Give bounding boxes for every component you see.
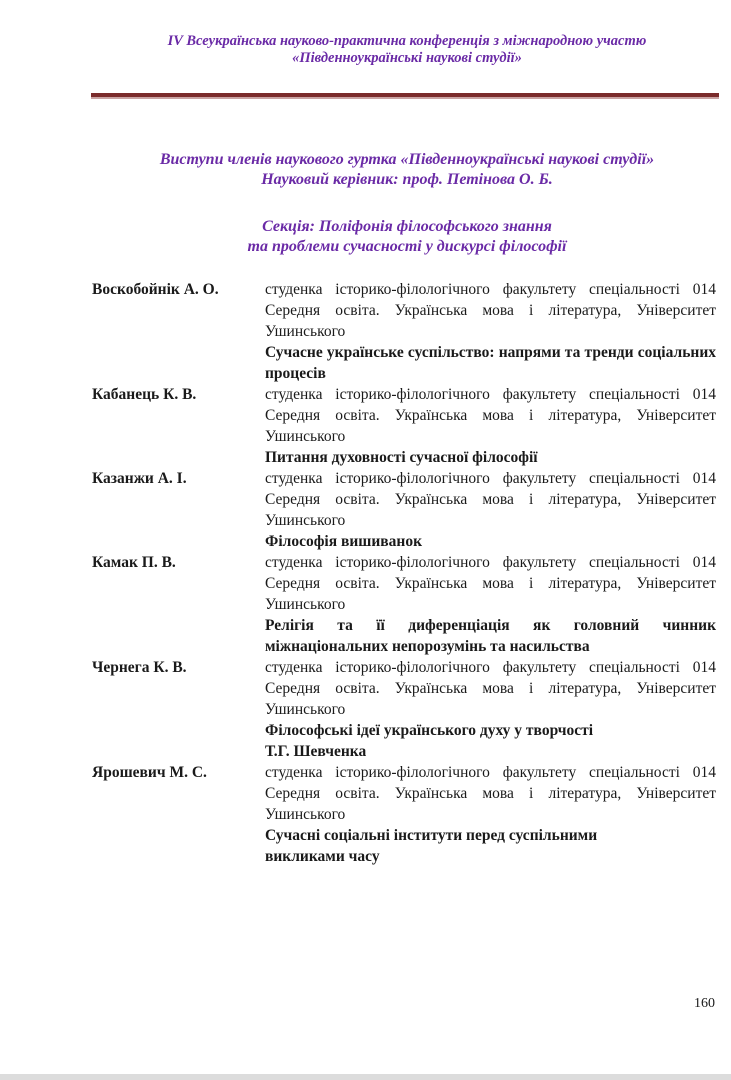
section-heading-line1: Секція: Поліфонія філософського знання — [262, 218, 552, 235]
speaker-entry — [92, 552, 716, 657]
speaker-affiliation: студенка історико-філологічного факультету спеціальності 014 Середня освіта. Українська мова і література, Університет Ушинського — [265, 554, 716, 613]
talk-title: Питання духовності сучасної філософії — [265, 449, 538, 466]
conference-header-line2: «Південноукраїнські наукові студії» — [292, 50, 522, 66]
speaker-affiliation: студенка історико-філологічного факультету спеціальності 014 Середня освіта. Українська мова і література, Університет Ушинського — [265, 386, 716, 445]
talk-title: Філософія вишиванок — [265, 533, 423, 550]
speaker-name: Ярошевич М. С. — [92, 764, 207, 781]
speaker-entry — [92, 279, 716, 384]
speaker-details — [265, 552, 716, 657]
circle-intro-line1: Виступи членів наукового гуртка «Південноукраїнські наукові студії» — [159, 151, 655, 168]
speaker-details — [265, 657, 716, 762]
circle-intro-line2: Науковий керівник: проф. Петінова О. Б. — [261, 171, 553, 188]
talk-title-line1: Філософські ідеї українського духу у творчості — [265, 722, 594, 739]
page-number: 160 — [694, 996, 715, 1011]
talk-title — [265, 825, 716, 867]
speaker-affiliation: студенка історико-філологічного факультету спеціальності 014 Середня освіта. Українська мова і література, Університет Ушинського — [265, 659, 716, 718]
header-divider — [91, 93, 719, 97]
speaker-name: Воскобойнік А. О. — [92, 281, 219, 298]
speaker-entry — [92, 657, 716, 762]
speaker-affiliation: студенка історико-філологічного факультету спеціальності 014 Середня освіта. Українська мова і література, Університет Ушинського — [265, 470, 716, 529]
talk-title: Релігія та її диференціація як головний чинник міжнаціональних непорозумінь та насильства — [265, 617, 716, 655]
speaker-name: Кабанець К. В. — [92, 386, 197, 403]
speaker-entry — [92, 384, 716, 468]
section-heading-line2: та проблеми сучасності у дискурсі філософії — [247, 238, 567, 255]
speaker-name: Казанжи А. І. — [92, 470, 187, 487]
speaker-name: Чернега К. В. — [92, 659, 187, 676]
section-heading — [92, 217, 722, 257]
talk-title-line2: Т.Г. Шевченка — [265, 743, 367, 760]
speaker-details — [265, 762, 716, 867]
talk-title-line1: Сучасні соціальні інститути перед суспільними — [265, 827, 598, 844]
speaker-entry — [92, 762, 716, 867]
conference-header — [92, 33, 722, 67]
circle-intro — [92, 150, 722, 190]
speaker-affiliation: студенка історико-філологічного факультету спеціальності 014 Середня освіта. Українська мова і література, Університет Ушинського — [265, 764, 716, 823]
speaker-name: Камак П. В. — [92, 554, 176, 571]
speaker-details — [265, 384, 716, 468]
page-bottom-edge — [0, 1074, 731, 1080]
talk-title-line2: викликами часу — [265, 848, 380, 865]
talk-title — [265, 720, 716, 762]
talk-title: Сучасне українське суспільство: напрями та тренди соціальних процесів — [265, 344, 716, 382]
speaker-list — [92, 279, 716, 867]
speaker-entry — [92, 468, 716, 552]
speaker-details — [265, 279, 716, 384]
speaker-affiliation: студенка історико-філологічного факультету спеціальності 014 Середня освіта. Українська мова і література, Університет Ушинського — [265, 281, 716, 340]
speaker-details — [265, 468, 716, 552]
conference-header-line1: IV Всеукраїнська науково-практична конференція з міжнародною участю — [167, 33, 647, 49]
